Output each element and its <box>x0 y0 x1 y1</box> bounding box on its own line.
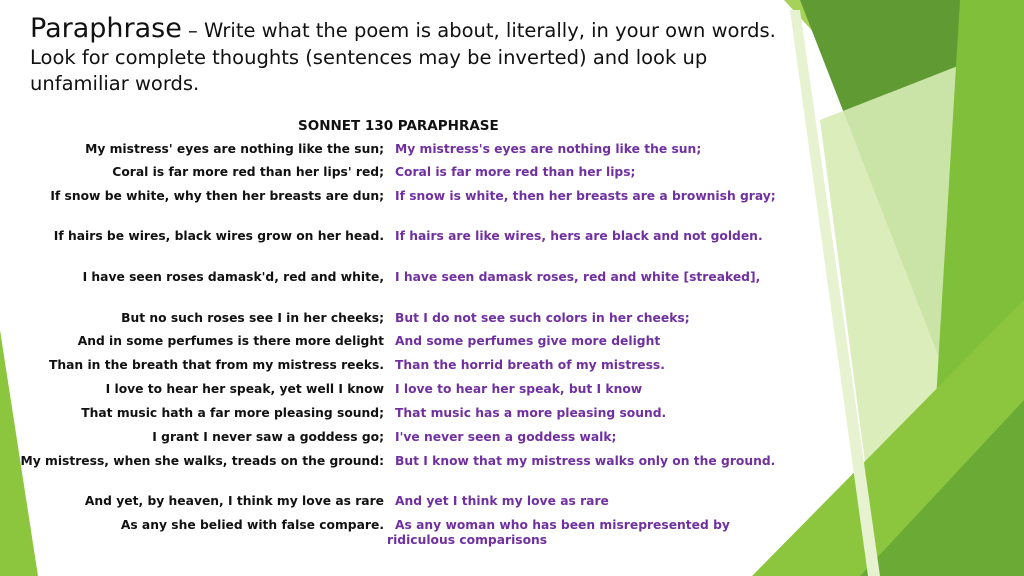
paraphrase-line: But I know that my mistress walks only on the ground. <box>395 454 776 468</box>
original-line: As any she belied with false compare. <box>120 518 384 532</box>
paraphrase-line: Than the horrid breath of my mistress. <box>395 358 665 372</box>
slide-title <box>30 13 790 98</box>
original-line: And yet, by heaven, I think my love as rare <box>84 494 384 508</box>
paraphrase-line: If snow is white, then her breasts are a brownish gray; <box>395 189 776 203</box>
paraphrase-line: Coral is far more red than her lips; <box>395 165 636 179</box>
original-line: But no such roses see I in her cheeks; <box>121 311 384 325</box>
original-line: I love to hear her speak, yet well I know <box>105 382 384 396</box>
paraphrase-line: And some perfumes give more delight <box>395 334 661 348</box>
paraphrase-line: If hairs are like wires, hers are black and not golden. <box>395 229 763 243</box>
original-line: I have seen roses damask'd, red and white, <box>82 270 384 284</box>
paraphrase-line: And yet I think my love as rare <box>395 494 609 508</box>
paraphrase-line: But I do not see such colors in her cheeks; <box>395 311 690 325</box>
original-line: If hairs be wires, black wires grow on her head. <box>53 229 384 243</box>
original-line: If snow be white, why then her breasts are dun; <box>50 189 384 203</box>
paraphrase-line: I love to hear her speak, but I know <box>395 382 643 396</box>
green-shard-left <box>0 330 38 576</box>
paraphrase-line: I have seen damask roses, red and white [streaked], <box>395 270 761 284</box>
paraphrase-line-continued: ridiculous comparisons <box>387 533 548 547</box>
original-line: That music hath a far more pleasing sound; <box>81 406 384 420</box>
section-heading: SONNET 130 PARAPHRASE <box>298 118 499 134</box>
title-instructions: Write what the poem is about, literally, in your own words. Look for complete thoughts (sentences may be inverted) and look up unfamiliar words. <box>30 19 776 95</box>
title-dash: – <box>181 19 204 42</box>
original-line: My mistress, when she walks, treads on the ground: <box>20 454 384 468</box>
paraphrase-line: As any woman who has been misrepresented by <box>395 518 730 532</box>
paraphrase-line: That music has a more pleasing sound. <box>395 406 667 420</box>
original-line: Coral is far more red than her lips' red; <box>112 165 384 179</box>
paraphrase-line: My mistress's eyes are nothing like the sun; <box>395 142 702 156</box>
original-line: Than in the breath that from my mistress reeks. <box>48 358 384 372</box>
paraphrase-line: I've never seen a goddess walk; <box>395 430 617 444</box>
original-line: I grant I never saw a goddess go; <box>152 430 384 444</box>
original-line: And in some perfumes is there more delight <box>77 334 384 348</box>
title-main: Paraphrase <box>30 13 182 44</box>
original-line: My mistress' eyes are nothing like the sun; <box>85 142 384 156</box>
